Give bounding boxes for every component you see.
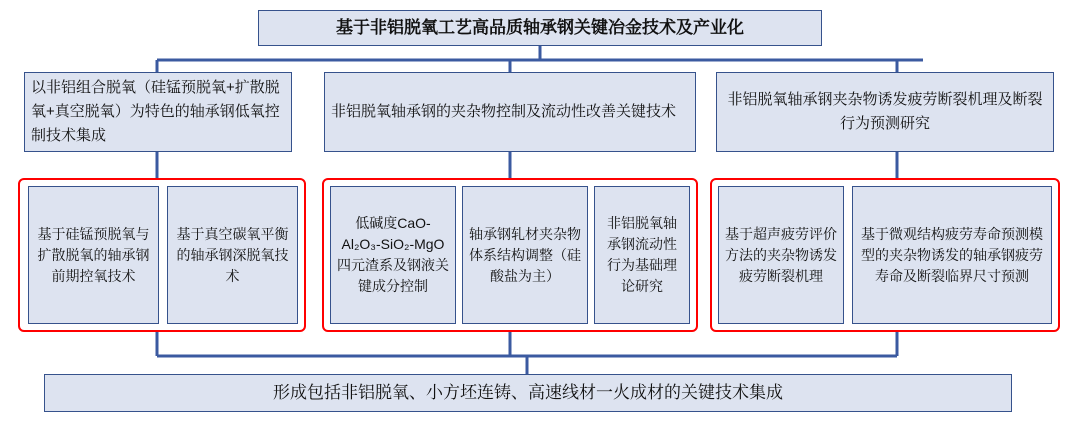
diagram-title: 基于非铝脱氧工艺高品质轴承钢关键冶金技术及产业化 <box>336 17 744 37</box>
branch-header-1 <box>24 72 292 152</box>
branch-header-1-label: 以非铝组合脱氧（硅锰预脱氧+扩散脱氧+真空脱氧）为特色的轴承钢低氧控制技术集成 <box>31 79 280 144</box>
leaf-2-3 <box>594 186 690 324</box>
outcome-label: 形成包括非铝脱氧、小方坯连铸、高速线材一火成材的关键技术集成 <box>273 382 783 402</box>
leaf-1-1-label: 基于硅锰预脱氧与扩散脱氧的轴承钢前期控氧技术 <box>37 225 150 284</box>
leaf-1-1 <box>28 186 159 324</box>
branch-header-3-label: 非铝脱氧轴承钢夹杂物诱发疲劳断裂机理及断裂行为预测研究 <box>727 91 1043 132</box>
outcome-box <box>44 374 1012 412</box>
diagram-title-box <box>258 10 822 46</box>
leaf-3-1 <box>718 186 844 324</box>
leaf-3-1-label: 基于超声疲劳评价方法的夹杂物诱发疲劳断裂机理 <box>725 225 837 284</box>
branch-header-3 <box>716 72 1054 152</box>
leaf-1-2 <box>167 186 298 324</box>
leaf-2-1-label: 低碱度CaO-Al₂O₃-SiO₂-MgO四元渣系及钢液关键成分控制 <box>337 215 449 294</box>
branch-header-2-label: 非铝脱氧轴承钢的夹杂物控制及流动性改善关键技术 <box>331 103 677 120</box>
leaf-2-1 <box>330 186 456 324</box>
branch-header-2 <box>324 72 696 152</box>
leaf-2-2 <box>462 186 588 324</box>
leaf-3-2-label: 基于微观结构疲劳寿命预测模型的夹杂物诱发的轴承钢疲劳寿命及断裂临界尺寸预测 <box>861 225 1043 284</box>
leaf-3-2 <box>852 186 1052 324</box>
leaf-1-2-label: 基于真空碳氧平衡的轴承钢深脱氧技术 <box>176 225 289 284</box>
leaf-2-2-label: 轴承钢轧材夹杂物体系结构调整（硅酸盐为主） <box>469 225 581 284</box>
leaf-2-3-label: 非铝脱氧轴承钢流动性行为基础理论研究 <box>607 215 677 294</box>
